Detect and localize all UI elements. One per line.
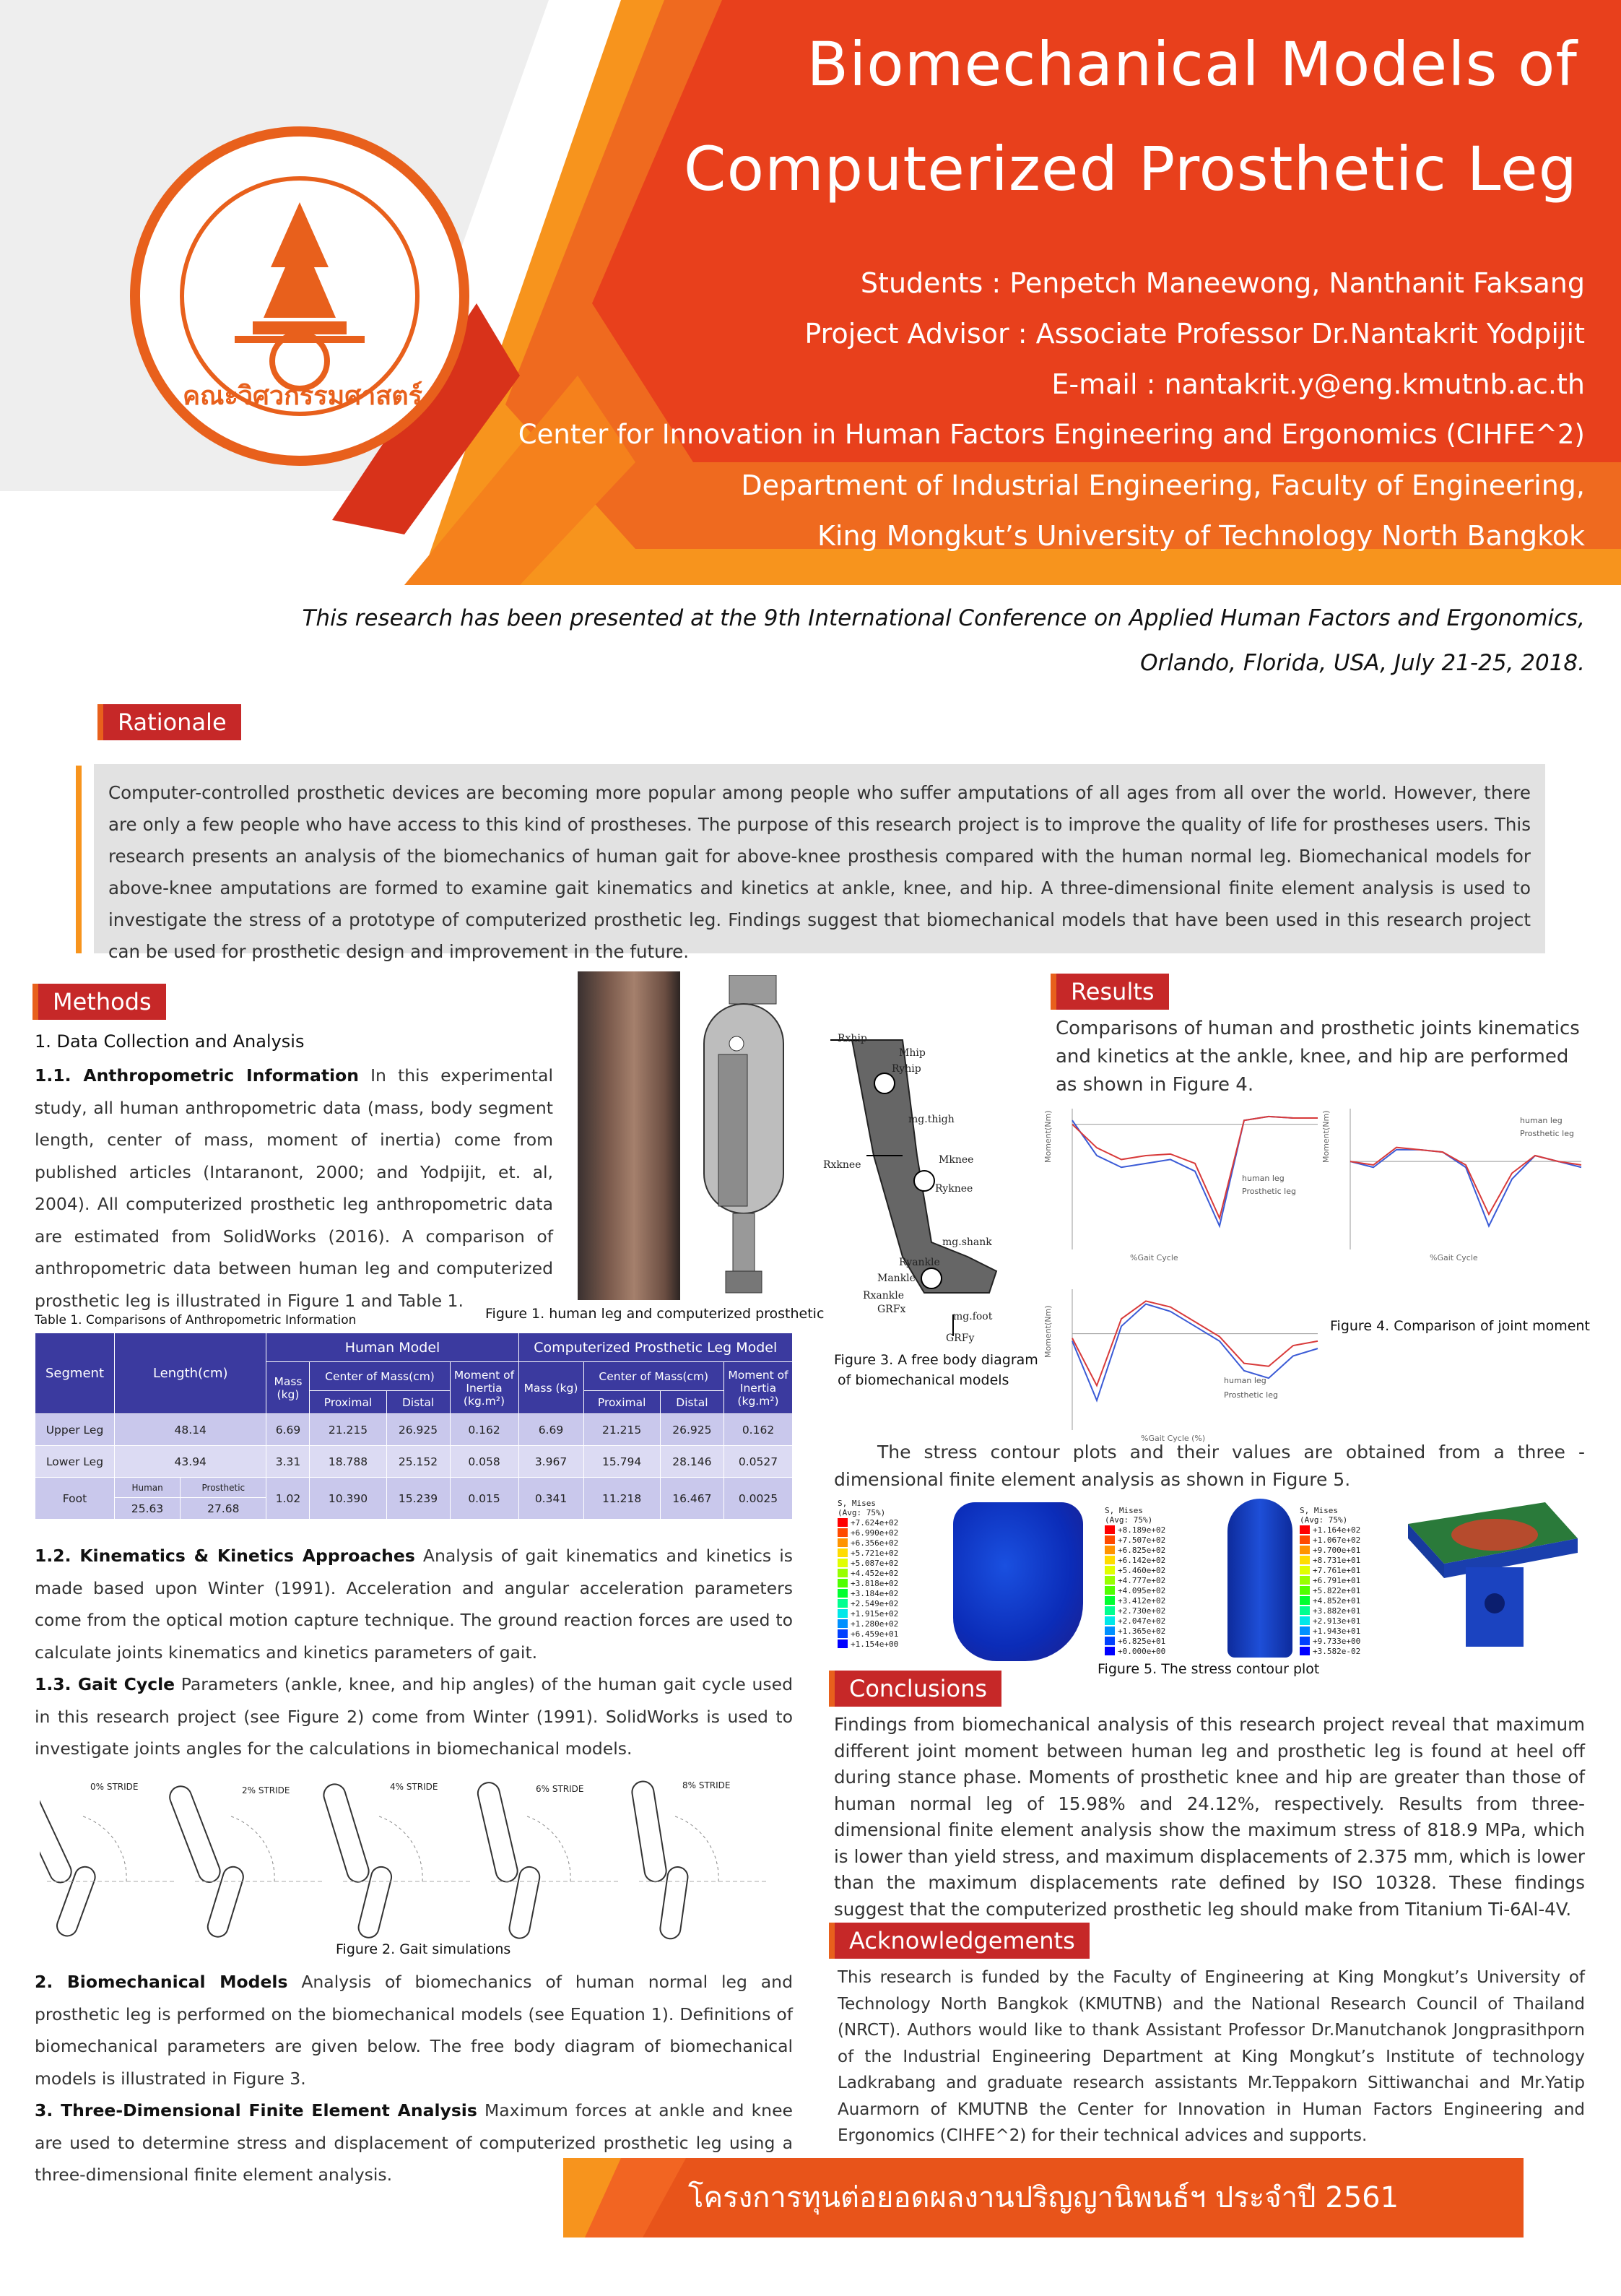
mises-value: +7.507e+02 <box>1118 1535 1166 1545</box>
stress-legend-b <box>1105 1506 1220 1686</box>
methods-s13-title: 1.3. Gait Cycle <box>35 1674 175 1694</box>
th-cp-model: Computerized Prosthetic Leg Model <box>518 1333 793 1362</box>
chart0-legend-human: human leg <box>1242 1174 1285 1183</box>
mises-color-swatch <box>838 1569 848 1577</box>
mises-legend-row <box>1300 1545 1415 1555</box>
mises-value: +3.582e-02 <box>1313 1646 1361 1656</box>
methods-s11-text: In this experimental study, all human anthropometric data (mass, body segment length, center of mass, moment of inertia) come from published articles (Intaranont, 2000; and Yodpijit, et. al, 2004). All computerized prosthetic leg anthropometric data are estimated from SolidWorks (2016). A comparison of anthropometric data between human leg and computerized prosthetic leg is illustrated in Figure 1 and Table 1. <box>35 1065 553 1311</box>
mises-value: +1.280e+02 <box>851 1619 899 1629</box>
mises-value: +8.731e+01 <box>1313 1555 1361 1565</box>
chart-ankle-moment <box>1051 1278 1325 1452</box>
mises-legend-row <box>1300 1535 1415 1545</box>
results-text1: Comparisons of human and prosthetic joints kinematics and kinetics at the ankle, knee, and hip are performed as shown in Figure 4. <box>1056 1018 1580 1096</box>
rationale-text: Computer-controlled prosthetic devices are becoming more popular among people who suffer amputations of all ages from all over the world. However, there are only a few people who have access to this kind of prostheses. The purpose of this research project is to improve the quality of life for prostheses users. This research presents an analysis of the biomechanics of human gait for above-knee prosthesis compared with the human normal leg. Biomechanical models for above-knee amputations are formed to examine gait kinematics and kinetics at ankle, knee, and hip. A three-dimensional finite element analysis is used to investigate the stress of a prototype of computerized prosthetic leg. Findings suggest that biomechanical models that have been used in this research project can be used for prosthetic design and improvement in the future. <box>94 764 1545 953</box>
project-advisor: Project Advisor : Associate Professor Dr.Nantakrit Yodpijit <box>804 318 1585 350</box>
mises-legend-row <box>1300 1626 1415 1636</box>
mises-legend-row <box>1105 1606 1220 1616</box>
mises-value: +2.913e+01 <box>1313 1616 1361 1626</box>
series-line-prosthetic <box>1350 1148 1581 1215</box>
mises-value: +4.777e+02 <box>1118 1575 1166 1585</box>
mises-value: +6.356e+02 <box>851 1538 899 1548</box>
mises-value: +5.087e+02 <box>851 1558 899 1568</box>
chart1-ylabel: Moment(Nm) <box>1321 1110 1331 1163</box>
university: King Mongkut’s University of Technology North Bangkok <box>817 520 1585 552</box>
cell-hd: 26.925 <box>386 1414 450 1446</box>
mises-color-swatch <box>1300 1535 1310 1544</box>
gait-label-0: 0% STRIDE <box>90 1782 139 1792</box>
fbd-label-rxknee: Rxknee <box>823 1159 861 1171</box>
mises-value: +8.189e+02 <box>1118 1525 1166 1535</box>
mises-legend-row <box>1105 1575 1220 1585</box>
mises-color-swatch <box>1105 1566 1115 1574</box>
mises-legend-row <box>838 1538 953 1548</box>
gait-simulation-figure <box>40 1773 791 1946</box>
mises-color-swatch <box>1300 1566 1310 1574</box>
gait-thigh <box>167 1783 223 1885</box>
mises-value: +3.412e+02 <box>1118 1595 1166 1606</box>
cell-cp: 15.794 <box>583 1446 660 1478</box>
series-line-prosthetic <box>1072 1301 1318 1385</box>
mises-legend-row <box>1105 1636 1220 1646</box>
logo-text: คณะวิศวกรรมศาสตร์ <box>182 381 423 411</box>
cell-len-human-label: Human <box>115 1478 181 1498</box>
cell-hi: 0.058 <box>450 1446 518 1478</box>
anthropometric-table <box>35 1333 793 1520</box>
th-human-com: Center of Mass(cm) <box>310 1362 450 1391</box>
poster-title-line1: Biomechanical Models of <box>807 29 1578 100</box>
fbd-label-ryankle: Ryankle <box>899 1257 940 1268</box>
email: E-mail : nantakrit.y@eng.kmutnb.ac.th <box>1051 368 1585 400</box>
methods-s3-text: Maximum forces at ankle and knee are used to determine stress and displacement of computerized prosthetic leg using a three-dimensional finite element analysis. <box>35 2100 793 2185</box>
chart1-xlabel: %Gait Cycle <box>1430 1253 1478 1262</box>
gait-thigh <box>630 1780 668 1883</box>
conference-line1: This research has been presented at the 9th International Conference on Applied Human Factors and Ergonomics, <box>302 605 1585 631</box>
mises-color-swatch <box>838 1609 848 1618</box>
cell-len-prosthetic-label: Prosthetic <box>181 1478 266 1498</box>
stress-plot-part-a <box>953 1502 1083 1661</box>
mises-value: +3.184e+02 <box>851 1588 899 1598</box>
mises-legend-row <box>1300 1525 1415 1535</box>
mises-color-swatch <box>1300 1616 1310 1625</box>
cell-len-prosthetic: 27.68 <box>181 1498 266 1520</box>
cell-cm: 0.341 <box>518 1478 583 1520</box>
poster-title-line2: Computerized Prosthetic Leg <box>683 134 1578 204</box>
center-name: Center for Innovation in Human Factors Engineering and Ergonomics (CIHFE^2) <box>518 419 1585 450</box>
mises-color-swatch <box>1300 1576 1310 1585</box>
mises-value: +7.624e+02 <box>851 1517 899 1528</box>
mises-avg: (Avg: 75%) <box>1105 1515 1153 1525</box>
th-segment: Segment <box>35 1333 115 1414</box>
results-heading: Results <box>1051 974 1169 1010</box>
cell-cm: 3.967 <box>518 1446 583 1478</box>
table-row <box>35 1446 793 1478</box>
mises-color-swatch <box>838 1619 848 1628</box>
mises-value: +5.721e+02 <box>851 1548 899 1558</box>
gait-label-4: 4% STRIDE <box>390 1782 438 1792</box>
methods-s2-text: Analysis of biomechanics of human normal leg and prosthetic leg is performed on the biomechanical models (see Equation 1). Definitions of biomechanical parameters are given below. The free body diagram of biomechanical models is illustrated in Figure 3. <box>35 1972 793 2089</box>
cell-hm: 6.69 <box>266 1414 310 1446</box>
cell-hp: 18.788 <box>310 1446 386 1478</box>
mises-legend-row <box>838 1528 953 1538</box>
chart0-xlabel: %Gait Cycle <box>1130 1253 1178 1262</box>
mises-value: +1.154e+00 <box>851 1639 899 1649</box>
mises-color-swatch <box>838 1589 848 1598</box>
mises-legend-row <box>838 1639 953 1649</box>
mises-legend-row <box>1300 1606 1415 1616</box>
mises-color-swatch <box>1105 1535 1115 1544</box>
cell-len: 48.14 <box>115 1414 266 1446</box>
cell-hp: 10.390 <box>310 1478 386 1520</box>
mises-legend-row <box>1105 1555 1220 1565</box>
prosthetic-leg-model-icon <box>693 975 794 1300</box>
cell-hi: 0.015 <box>450 1478 518 1520</box>
mises-color-swatch <box>1105 1556 1115 1564</box>
cell-seg: Upper Leg <box>35 1414 115 1446</box>
cell-hp: 21.215 <box>310 1414 386 1446</box>
mises-value: +6.791e+01 <box>1313 1575 1361 1585</box>
results-text2: The stress contour plots and their values are obtained from a three - dimensional finite element analysis as shown in Figure 5. <box>834 1442 1585 1490</box>
series-line-prosthetic <box>1072 1117 1318 1218</box>
cell-seg: Foot <box>35 1478 115 1520</box>
mises-color-swatch <box>1105 1647 1115 1655</box>
chart1-legend-prosthetic: Prosthetic leg <box>1520 1129 1574 1138</box>
fbd-label-mankle: Mankle <box>877 1273 916 1284</box>
mises-legend-row <box>1105 1595 1220 1606</box>
mises-value: +6.825e+01 <box>1118 1636 1166 1646</box>
methods-s11-title: 1.1. Anthropometric Information <box>35 1065 359 1086</box>
cell-hd: 25.152 <box>386 1446 450 1478</box>
mises-legend-row <box>1300 1585 1415 1595</box>
mises-color-swatch <box>1105 1606 1115 1615</box>
mises-avg: (Avg: 75%) <box>838 1508 886 1517</box>
cell-cm: 6.69 <box>518 1414 583 1446</box>
mises-legend-row <box>1105 1545 1220 1555</box>
mises-value: +2.730e+02 <box>1118 1606 1166 1616</box>
mises-values <box>1300 1525 1415 1656</box>
cell-hm: 3.31 <box>266 1446 310 1478</box>
mises-legend-row <box>1105 1565 1220 1575</box>
chart-hip-moment <box>1051 1098 1325 1271</box>
th-cp-mass: Mass (kg) <box>518 1362 583 1414</box>
cell-seg: Lower Leg <box>35 1446 115 1478</box>
fbd-label-ryhip: Ryhip <box>892 1063 921 1075</box>
table1-caption: Table 1. Comparisons of Anthropometric Information <box>35 1313 357 1327</box>
mises-legend-row <box>1105 1585 1220 1595</box>
mises-value: +5.460e+02 <box>1118 1565 1166 1575</box>
mises-legend-row <box>838 1517 953 1528</box>
table-row <box>35 1478 793 1498</box>
rationale-heading: Rationale <box>97 704 241 740</box>
mises-color-swatch <box>838 1548 848 1557</box>
mises-legend-row <box>1105 1616 1220 1626</box>
th-human-model: Human Model <box>266 1333 518 1362</box>
fbd-label-grfy: GRFy <box>946 1333 975 1344</box>
mises-color-swatch <box>838 1538 848 1547</box>
mises-color-swatch <box>1105 1576 1115 1585</box>
cell-ci: 0.0025 <box>724 1478 793 1520</box>
mises-title: S, Mises <box>838 1499 876 1508</box>
stress-plot-part-b <box>1227 1499 1292 1658</box>
methods-heading: Methods <box>32 984 166 1020</box>
cell-ci: 0.0527 <box>724 1446 793 1478</box>
th-human-moi: Moment of Inertia (kg.m²) <box>450 1362 518 1414</box>
methods-s12 <box>35 1540 793 1668</box>
mises-value: +4.095e+02 <box>1118 1585 1166 1595</box>
cell-hm: 1.02 <box>266 1478 310 1520</box>
th-cp-proximal: Proximal <box>583 1391 660 1414</box>
chart0-legend-prosthetic: Prosthetic leg <box>1242 1187 1296 1196</box>
mises-color-swatch <box>838 1559 848 1567</box>
mises-legend-row <box>838 1598 953 1608</box>
mises-legend-row <box>1300 1616 1415 1626</box>
cell-len-human: 25.63 <box>115 1498 181 1520</box>
mises-color-swatch <box>1105 1616 1115 1625</box>
methods-s13 <box>35 1668 793 1765</box>
mises-value: +3.818e+02 <box>851 1578 899 1588</box>
mises-value: +1.943e+01 <box>1313 1626 1361 1636</box>
mises-color-swatch <box>838 1528 848 1537</box>
human-leg-photo <box>578 971 680 1300</box>
fbd-label-mgshank: mg.shank <box>942 1236 992 1248</box>
mises-value: +1.915e+02 <box>851 1608 899 1619</box>
methods-s12-title: 1.2. Kinematics & Kinetics Approaches <box>35 1546 415 1566</box>
mises-value: +6.990e+02 <box>851 1528 899 1538</box>
mises-value: +6.142e+02 <box>1118 1555 1166 1565</box>
fbd-label-mhip: Mhip <box>899 1047 926 1059</box>
mises-value: +4.452e+02 <box>851 1568 899 1578</box>
mises-title: S, Mises <box>1105 1506 1143 1515</box>
mises-color-swatch <box>1300 1637 1310 1645</box>
mises-color-swatch <box>1105 1626 1115 1635</box>
mises-color-swatch <box>838 1639 848 1648</box>
mises-legend-row <box>838 1548 953 1558</box>
mises-legend-row <box>838 1608 953 1619</box>
mises-legend-row <box>1300 1595 1415 1606</box>
mises-value: +4.852e+01 <box>1313 1595 1361 1606</box>
mises-color-swatch <box>838 1629 848 1638</box>
cell-cd: 26.925 <box>660 1414 723 1446</box>
mises-value: +1.164e+02 <box>1313 1525 1361 1535</box>
cell-len: 43.94 <box>115 1446 266 1478</box>
figure2-caption: Figure 2. Gait simulations <box>336 1941 511 1957</box>
mises-color-swatch <box>1300 1525 1310 1534</box>
mises-value: +0.000e+00 <box>1118 1646 1166 1656</box>
fbd-label-mknee: Mknee <box>939 1154 974 1166</box>
conclusions-text: Findings from biomechanical analysis of this research project reveal that maximum different joint moment between human leg and prosthetic leg is found at heel off during stance phase. Moments of prosthetic knee and hip are greater than those of human normal leg of 15.98% and 24.12%, respectively. Results from three-dimensional finite element analysis show the maximum stress of 818.9 MPa, which is lower than yield stress, and maximum displacements of 2.375 mm, which is lower than the maximum displacements rate defined by ISO 10328. These findings suggest that the computerized prosthetic leg should make from Titanium Ti-6Al-4V. <box>834 1714 1585 1920</box>
mises-legend-row <box>1105 1626 1220 1636</box>
chart2-ylabel: Moment(Nm) <box>1043 1305 1053 1358</box>
mises-legend-row <box>1105 1646 1220 1656</box>
cell-hd: 15.239 <box>386 1478 450 1520</box>
methods-s2 <box>35 1966 793 2094</box>
th-human-mass: Mass (kg) <box>266 1362 310 1414</box>
gait-thigh <box>321 1782 372 1885</box>
mises-color-swatch <box>1300 1626 1310 1635</box>
chart1-legend-human: human leg <box>1520 1116 1563 1125</box>
fbd-label-rxankle: Rxankle <box>863 1290 905 1301</box>
mises-color-swatch <box>1300 1546 1310 1554</box>
chart0-ylabel: Moment(Nm) <box>1043 1110 1053 1163</box>
stress-plot-part-c <box>1401 1495 1581 1654</box>
mises-color-swatch <box>1105 1546 1115 1554</box>
methods-s13-text: Parameters (ankle, knee, and hip angles) of the human gait cycle used in this research project (see Figure 2) come from Winter (1991). SolidWorks is used to investigate joints angles for the calculations in biomechanical models. <box>35 1674 793 1759</box>
fbd-label-grfx: GRFx <box>877 1304 906 1315</box>
mises-color-swatch <box>1105 1596 1115 1605</box>
fbd-label-mgthigh: mg.thigh <box>908 1114 955 1125</box>
mises-title: S, Mises <box>1300 1506 1338 1515</box>
mises-legend-row <box>838 1629 953 1639</box>
methods-s3-title: 3. Three-Dimensional Finite Element Analysis <box>35 2100 477 2120</box>
chart2-legend-prosthetic: Prosthetic leg <box>1224 1390 1278 1400</box>
mises-color-swatch <box>1300 1556 1310 1564</box>
free-body-diagram <box>823 1011 1025 1343</box>
mises-value: +1.365e+02 <box>1118 1626 1166 1636</box>
mises-value: +2.549e+02 <box>851 1598 899 1608</box>
cell-cd: 28.146 <box>660 1446 723 1478</box>
figure3-caption-line1: Figure 3. A free body diagram <box>834 1352 1038 1368</box>
methods-s12-text: Analysis of gait kinematics and kinetics is made based upon Winter (1991). Acceleration and angular acceleration parameters come from the optical motion capture technique. The ground reaction forces are used to calculate joints kinematics and kinetics parameters of gait. <box>35 1546 793 1663</box>
mises-legend-row <box>1300 1555 1415 1565</box>
acknowledgements-text: This research is funded by the Faculty of Engineering at King Mongkut’s University of Technology North Bangkok (KMUTNB) and the National Research Council of Thailand (NRCT). Authors would like to thank Assistant Professor Dr.Manutchanok Jongprasithporn of the Industrial Engineering Department at King Mongkut’s Institute of technology Ladkrabang and graduate research assistants Mr.Teppakorn Sittiwanchai and Mr.Yatip Auarmorn of KMUTNB the Center for Innovation in Human Factors Engineering and Ergonomics (CIHFE^2) for their technical advices and supports. <box>838 1968 1585 2145</box>
mises-legend-row <box>838 1578 953 1588</box>
cell-hi: 0.162 <box>450 1414 518 1446</box>
mises-values <box>1105 1525 1220 1656</box>
mises-value: +5.822e+01 <box>1313 1585 1361 1595</box>
th-cp-com: Center of Mass(cm) <box>583 1362 724 1391</box>
fbd-label-mgfoot: mg.foot <box>953 1311 993 1322</box>
figure3-caption-line2: of biomechanical models <box>838 1372 1009 1388</box>
stress-legend-c <box>1300 1506 1415 1686</box>
table-row <box>35 1414 793 1446</box>
footer-text: โครงการทุนต่อยอดผลงานปริญญานิพนธ์ฯ ประจำปี 2561 <box>687 2181 1399 2214</box>
mises-value: +7.761e+01 <box>1313 1565 1361 1575</box>
mises-color-swatch <box>1105 1637 1115 1645</box>
cell-cd: 16.467 <box>660 1478 723 1520</box>
mises-value: +2.047e+02 <box>1118 1616 1166 1626</box>
rationale-accent-bar <box>76 766 82 953</box>
fbd-label-ryknee: Ryknee <box>935 1183 973 1195</box>
mises-legend-row <box>1105 1525 1220 1535</box>
th-cp-moi: Moment of Inertia (kg.m²) <box>724 1362 793 1414</box>
gait-label-6: 6% STRIDE <box>536 1784 584 1794</box>
mises-value: +9.733e+00 <box>1313 1636 1361 1646</box>
gait-thigh <box>40 1785 75 1886</box>
methods-s1-title: 1. Data Collection and Analysis <box>35 1031 305 1052</box>
mises-legend-row <box>838 1619 953 1629</box>
mises-color-swatch <box>838 1518 848 1527</box>
series-line-human <box>1072 1117 1318 1226</box>
gait-label-2: 2% STRIDE <box>242 1785 290 1795</box>
th-human-distal: Distal <box>386 1391 450 1414</box>
figure5-caption: Figure 5. The stress contour plot <box>1098 1661 1320 1677</box>
methods-s2-title: 2. Biomechanical Models <box>35 1972 288 1992</box>
acknowledgements-heading: Acknowledgements <box>829 1923 1090 1959</box>
conference-line2: Orlando, Florida, USA, July 21-25, 2018. <box>1140 650 1585 676</box>
mises-legend-row <box>1300 1646 1415 1656</box>
mises-legend-row <box>1105 1535 1220 1545</box>
mises-legend-row <box>1300 1636 1415 1646</box>
university-logo <box>130 126 469 466</box>
mises-legend-row <box>838 1588 953 1598</box>
mises-color-swatch <box>1300 1606 1310 1615</box>
mises-legend-row <box>838 1568 953 1578</box>
th-cp-distal: Distal <box>660 1391 723 1414</box>
chart2-xlabel: %Gait Cycle (%) <box>1141 1434 1206 1443</box>
students: Students : Penpetch Maneewong, Nanthanit Faksang <box>860 267 1585 299</box>
mises-legend-row <box>1300 1565 1415 1575</box>
mises-value: +3.882e+01 <box>1313 1606 1361 1616</box>
mises-avg: (Avg: 75%) <box>1300 1515 1348 1525</box>
chart2-legend-human: human leg <box>1224 1376 1266 1385</box>
conclusions-heading: Conclusions <box>829 1671 1001 1707</box>
gait-label-8: 8% STRIDE <box>682 1780 731 1790</box>
mises-color-swatch <box>838 1579 848 1587</box>
cell-cp: 21.215 <box>583 1414 660 1446</box>
methods-s11 <box>35 1060 553 1317</box>
mises-value: +9.700e+01 <box>1313 1545 1361 1555</box>
mises-color-swatch <box>1300 1596 1310 1605</box>
mises-value: +6.459e+01 <box>851 1629 899 1639</box>
cell-ci: 0.162 <box>724 1414 793 1446</box>
mises-color-swatch <box>838 1599 848 1608</box>
th-length: Length(cm) <box>115 1333 266 1414</box>
gait-thigh <box>476 1780 520 1884</box>
mises-legend-row <box>838 1558 953 1568</box>
mises-values <box>838 1517 953 1649</box>
figure4-caption: Figure 4. Comparison of joint moment <box>1330 1318 1590 1334</box>
department: Department of Industrial Engineering, Faculty of Engineering, <box>741 469 1585 501</box>
mises-value: +1.067e+02 <box>1313 1535 1361 1545</box>
figure1-caption: Figure 1. human leg and computerized prosthetic <box>485 1306 825 1322</box>
mises-color-swatch <box>1105 1586 1115 1595</box>
mises-color-swatch <box>1300 1586 1310 1595</box>
stress-legend-a <box>838 1499 953 1679</box>
mises-color-swatch <box>1105 1525 1115 1534</box>
cell-cp: 11.218 <box>583 1478 660 1520</box>
fbd-label-rxhip: Rxhip <box>838 1033 867 1044</box>
mises-legend-row <box>1300 1575 1415 1585</box>
mises-value: +6.825e+02 <box>1118 1545 1166 1555</box>
mises-color-swatch <box>1300 1647 1310 1655</box>
th-human-proximal: Proximal <box>310 1391 386 1414</box>
